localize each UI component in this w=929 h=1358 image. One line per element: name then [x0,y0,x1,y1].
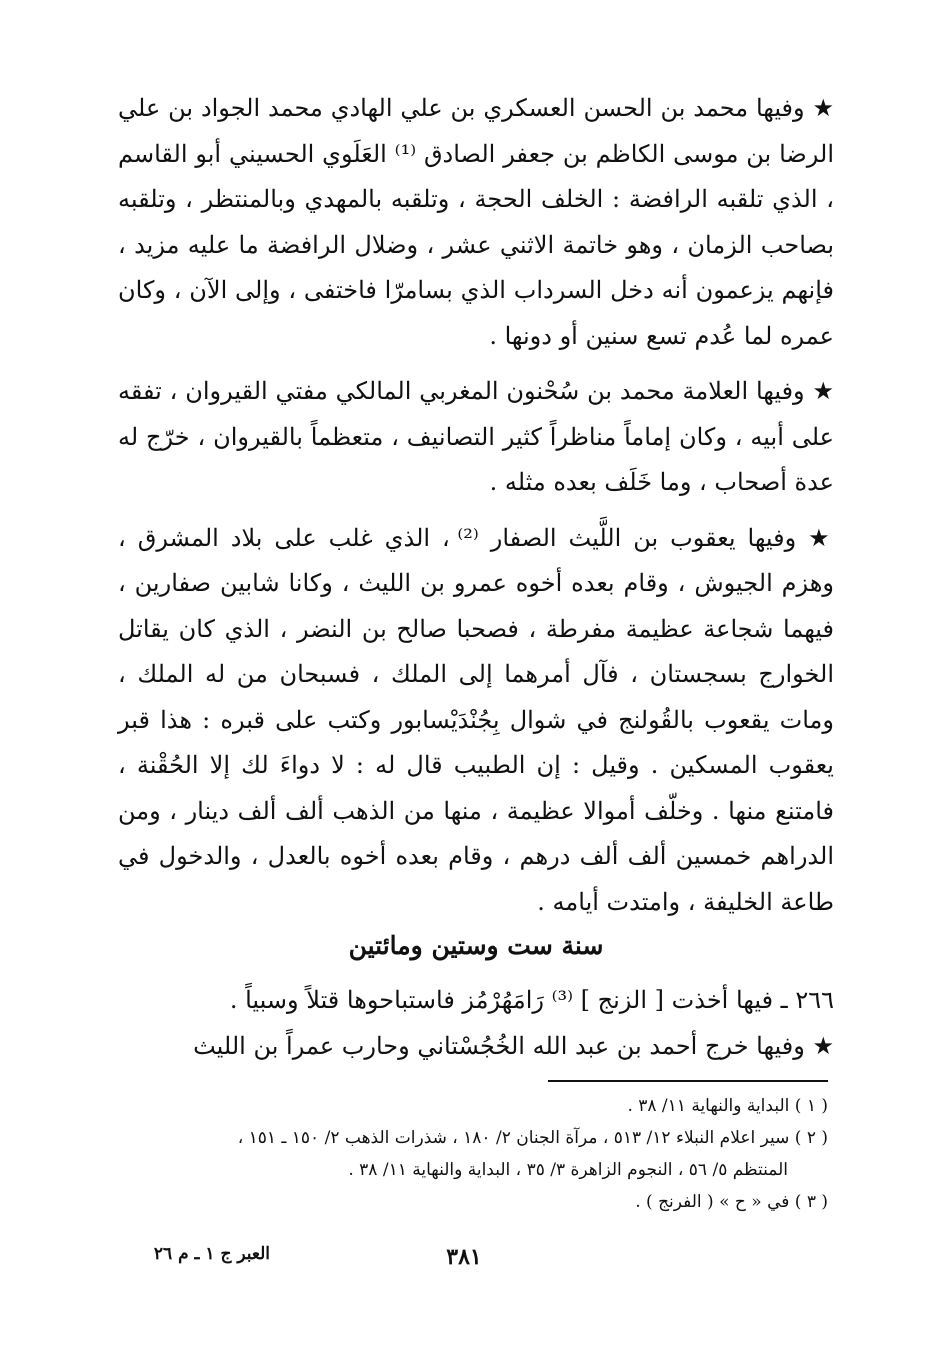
paragraph-3: ★ وفيها يعقوب بن اللَّيث الصفار ⁽²⁾ ، الذي غلب على بلاد المشرق ، وهزم الجيوش ، وقام بعده أخوه عمرو بن الليث ، وكانا شابين صفارين ، فيهما شجاعة عظيمة مفرطة ، فصحبا صالح بن النضر ، الذي كان يقاتل الخوارج بسجستان ، فآل أمرهما إلى الملك ، فسبحان من له الملك ، ومات يقعوب بالقُولنج في شوال بِجُنْدَيْسابور وكتب على قبره : هذا قبر يعقوب المسكين . وقيل : إن الطبيب قال له : لا دواءَ لك إلا الحُقْنة ، فامتنع منها . وخلّف أموالا عظيمة ، منها من الذهب ألف ألف دينار ، ومن الدراهم خمسين ألف ألف درهم ، وقام بعده أخوه بالعدل ، والدخول في طاعة الخليفة ، وامتدت أيامه . [118,523,834,916]
footnote-2-continued: المنتظم ٥/ ٥٦ ، النجوم الزاهرة ٣/ ٣٥ ، البداية والنهاية ١١/ ٣٨ . [348,1160,788,1180]
printer-signature: العبر ج ١ ـ م ٢٦ [153,1244,270,1264]
paragraph-1: ★ وفيها محمد بن الحسن العسكري بن علي الهادي محمد الجواد بن علي الرضا بن موسى الكاظم بن جعفر الصادق ⁽¹⁾ العَلَوي الحسيني أبو القاسم ، الذي تلقبه الرافضة : الخلف الحجة ، وتلقبه بالمهدي وبالمنتظر ، وتلقبه بصاحب الزمان ، وهو خاتمة الاثني عشر ، وضلال الرافضة ما عليه مزيد ، فإنهم يزعمون أنه دخل السرداب الذي بسامرّا فاختفى ، وإلى الآن ، وكان عمره لما عُدم تسع سنين أو دونها . [118,94,834,350]
footnotes [118,1090,828,1218]
main-text [118,86,834,935]
year-entries [118,978,834,1069]
footnote-divider [548,1080,828,1082]
footnote-2: ( ٢ ) سير اعلام النبلاء ١٢/ ٥١٣ ، مرآة الجنان ٢/ ١٨٠ ، شذرات الذهب ٢/ ١٥٠ ـ ١٥١ ، [237,1128,828,1148]
year-heading: سنة ست وستين ومائتين [348,931,604,960]
footnote-3: ( ٣ ) في « ح » ( الفرنج ) . [635,1192,828,1212]
entry-line-1: ٢٦٦ ـ فيها أخذت [ الزنج ] ⁽³⁾ رَامَهُرْمُز فاستباحوها قتلاً وسبياً . [229,986,834,1014]
footnote-1: ( ١ ) البداية والنهاية ١١/ ٣٨ . [627,1096,828,1116]
paragraph-2: ★ وفيها العلامة محمد بن سُحْنون المغربي المالكي مفتي القيروان ، تفقه على أبيه ، وكان إماماً مناظراً كثير التصانيف ، متعظماً بالقيروان ، خرّج له عدة أصحاب ، وما خَلَف بعده مثله . [118,377,834,496]
entry-line-2: ★ وفيها خرج أحمد بن عبد الله الخُجُسْتاني وحارب عمراً بن الليث [193,1031,834,1060]
page-number: ٣٨١ [446,1244,482,1270]
